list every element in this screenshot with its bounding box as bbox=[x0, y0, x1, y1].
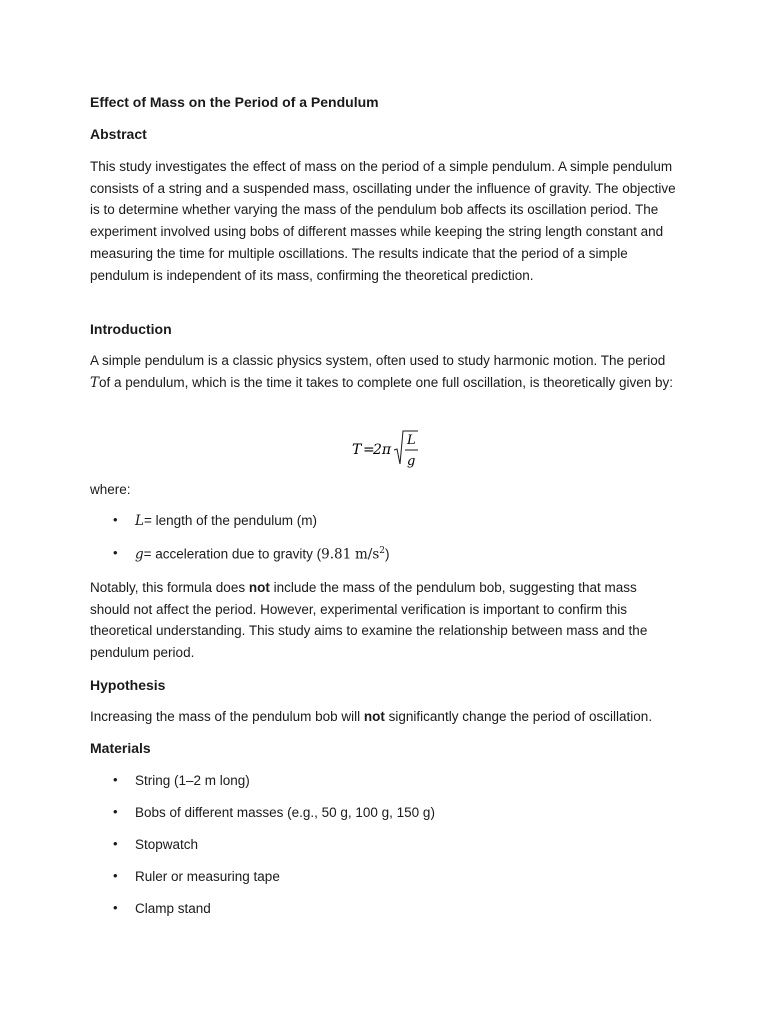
gravity-unit: m/s bbox=[354, 546, 380, 563]
bullet: • bbox=[113, 772, 118, 787]
emphasis-not: not bbox=[248, 580, 270, 595]
bullet: • bbox=[113, 836, 118, 851]
symbol-g: g bbox=[135, 546, 144, 563]
definition-text: = acceleration due to gravity ( bbox=[143, 546, 322, 562]
formula-coefficient: 2π bbox=[373, 442, 392, 458]
bullet: • bbox=[113, 868, 118, 883]
material-item: Bobs of different masses (e.g., 50 g, 100 g, 150 g) bbox=[135, 805, 435, 820]
bullet: • bbox=[113, 900, 118, 915]
material-item: Ruler or measuring tape bbox=[135, 869, 280, 884]
document-title: Effect of Mass on the Period of a Pendulum bbox=[90, 94, 379, 110]
symbol-L: L bbox=[135, 513, 144, 529]
period-formula bbox=[352, 425, 432, 475]
notably-paragraph: Notably, this formula does not include the mass of the pendulum bob, suggesting that mass should not affect the period. However, experimental verification is important to confirm this theoretical understanding. This study aims to examine the relationship between mass and the pendulum period. bbox=[90, 580, 648, 661]
material-item: String (1–2 m long) bbox=[135, 773, 250, 788]
abstract-heading: Abstract bbox=[90, 126, 147, 142]
emphasis-not: not bbox=[363, 709, 385, 724]
bullet: • bbox=[113, 545, 118, 560]
variable-T: T bbox=[90, 374, 100, 391]
where-label: where: bbox=[90, 482, 131, 497]
formula-lhs: T bbox=[352, 442, 362, 458]
formula-equals: = bbox=[363, 442, 375, 458]
bullet: • bbox=[113, 512, 118, 527]
formula-numerator: L bbox=[407, 433, 416, 448]
gravity-value: 9.81 bbox=[321, 546, 352, 563]
introduction-heading: Introduction bbox=[90, 321, 172, 337]
material-item: Clamp stand bbox=[135, 901, 211, 916]
unit-exponent: 2 bbox=[379, 546, 385, 556]
bullet: • bbox=[113, 804, 118, 819]
materials-heading: Materials bbox=[90, 740, 151, 756]
introduction-paragraph: A simple pendulum is a classic physics system, often used to study harmonic motion. The period Tof a pendulum, which is the time it takes to complete one full oscillation, is theoretically given by: bbox=[90, 353, 674, 391]
formula-denominator: g bbox=[407, 454, 416, 469]
abstract-paragraph: This study investigates the effect of mass on the period of a simple pendulum. A simple pendulum consists of a string and a suspended mass, oscillating under the influence of gravity. The objective is to determine whether varying the mass of the pendulum bob affects its oscillation period. The experiment involved using bobs of different masses while keeping the string length constant and measuring the time for multiple oscillations. The results indicate that the period of a simple pendulum is independent of its mass, confirming the theoretical prediction. bbox=[90, 159, 676, 283]
material-item: Stopwatch bbox=[135, 837, 199, 852]
hypothesis-paragraph: Increasing the mass of the pendulum bob will not significantly change the period of oscillation. bbox=[90, 709, 653, 724]
definition-text: = length of the pendulum (m) bbox=[143, 513, 317, 528]
hypothesis-heading: Hypothesis bbox=[90, 677, 166, 693]
